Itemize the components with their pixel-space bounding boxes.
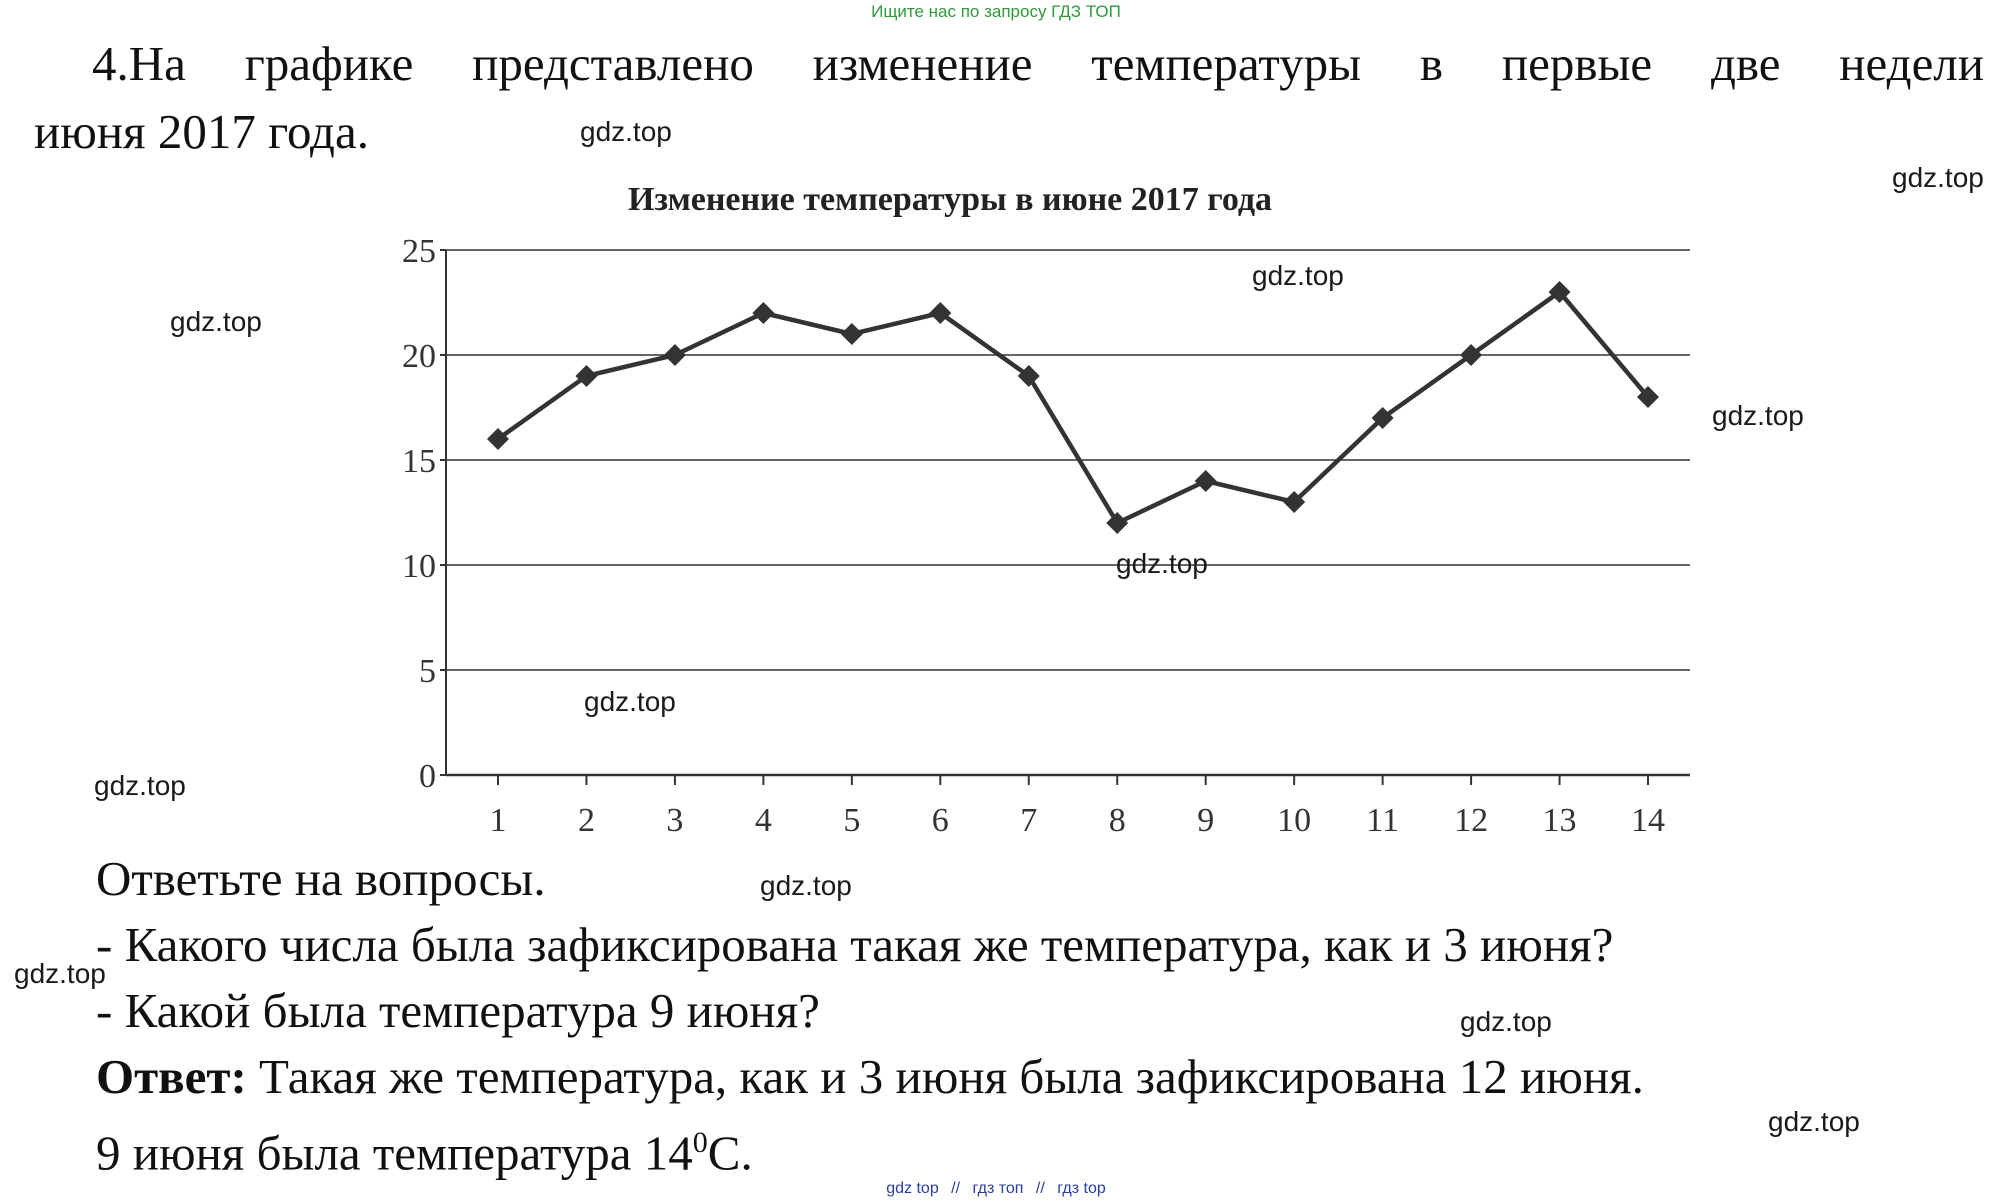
footer-separator: // [951, 1180, 961, 1197]
watermark: gdz.top [170, 306, 262, 337]
series-path [498, 292, 1648, 523]
watermark: gdz.top [760, 870, 852, 901]
chart-title: Изменение температуры в июне 2017 года [627, 181, 1273, 218]
y-tick-label: 10 [402, 548, 436, 585]
x-tick-label: 14 [1631, 802, 1665, 839]
x-tick-label: 4 [754, 802, 772, 839]
watermark: gdz.top [580, 116, 672, 147]
watermark: gdz.top [1116, 548, 1208, 579]
answer-unit: С. [707, 1125, 753, 1181]
x-tick-label: 5 [843, 802, 861, 839]
x-axis-ticks [490, 775, 1666, 839]
task-text [34, 30, 1984, 166]
y-tick-label: 20 [402, 338, 436, 375]
data-point [752, 302, 774, 324]
degree-superscript: 0 [692, 1126, 708, 1159]
watermark: gdz.top [1768, 1106, 1860, 1137]
x-tick-label: 1 [489, 802, 507, 839]
questions-intro: Ответьте на вопросы. [96, 851, 546, 906]
x-tick-label: 2 [577, 802, 595, 839]
data-point [841, 323, 863, 345]
answer-text-1: Такая же температура, как и 3 июня была зафиксирована 12 июня. [246, 1049, 1644, 1104]
y-tick-label: 25 [402, 233, 436, 270]
footer-links [0, 1180, 1992, 1198]
top-search-link[interactable]: Ищите нас по запросу ГДЗ ТОП [871, 2, 1121, 21]
data-points [487, 281, 1659, 534]
data-point [664, 344, 686, 366]
watermark: gdz.top [1892, 162, 1984, 193]
x-tick-label: 8 [1108, 802, 1126, 839]
question-2: - Какой была температура 9 июня? [96, 983, 820, 1038]
task-line-1: 4.На графике представлено изменение температуры в первые две недели [92, 36, 1984, 91]
questions-block [96, 846, 1976, 1186]
x-tick-label: 13 [1542, 802, 1577, 839]
watermark: gdz.top [584, 686, 676, 717]
answer-label: Ответ: [96, 1049, 247, 1104]
answer-line-1 [96, 1044, 1976, 1110]
x-tick-label: 6 [931, 802, 949, 839]
y-tick-label: 5 [419, 653, 436, 690]
task-line-2: июня 2017 года. [34, 104, 369, 159]
footer-separator: // [1035, 1180, 1045, 1197]
answer-line-2 [96, 1110, 1976, 1186]
footer-link-1[interactable]: gdz top [886, 1180, 939, 1197]
watermark: gdz.top [1712, 400, 1804, 431]
watermark: gdz.top [1460, 1006, 1552, 1037]
watermark: gdz.top [14, 958, 106, 989]
x-tick-label: 3 [666, 802, 684, 839]
footer-link-2[interactable]: гдз топ [972, 1180, 1024, 1197]
x-tick-label: 12 [1454, 802, 1489, 839]
line-chart-svg [350, 172, 1710, 842]
data-point [1106, 512, 1128, 534]
x-tick-label: 10 [1277, 802, 1312, 839]
temperature-chart [350, 172, 1710, 842]
footer-link-3[interactable]: гдз top [1057, 1180, 1106, 1197]
answer-text-2: 9 июня была температура 14 [96, 1125, 693, 1181]
watermark: gdz.top [94, 770, 186, 801]
watermark: gdz.top [1252, 260, 1344, 291]
x-tick-label: 7 [1020, 802, 1038, 839]
y-axis-ticks [402, 233, 446, 795]
question-1: - Какого числа была зафиксирована такая же температура, как и 3 июня? [96, 917, 1614, 972]
data-point [1195, 470, 1217, 492]
x-tick-label: 9 [1197, 802, 1215, 839]
y-tick-label: 0 [419, 758, 436, 795]
series-line [498, 292, 1648, 523]
x-tick-label: 11 [1366, 802, 1399, 839]
y-tick-label: 15 [402, 443, 436, 480]
